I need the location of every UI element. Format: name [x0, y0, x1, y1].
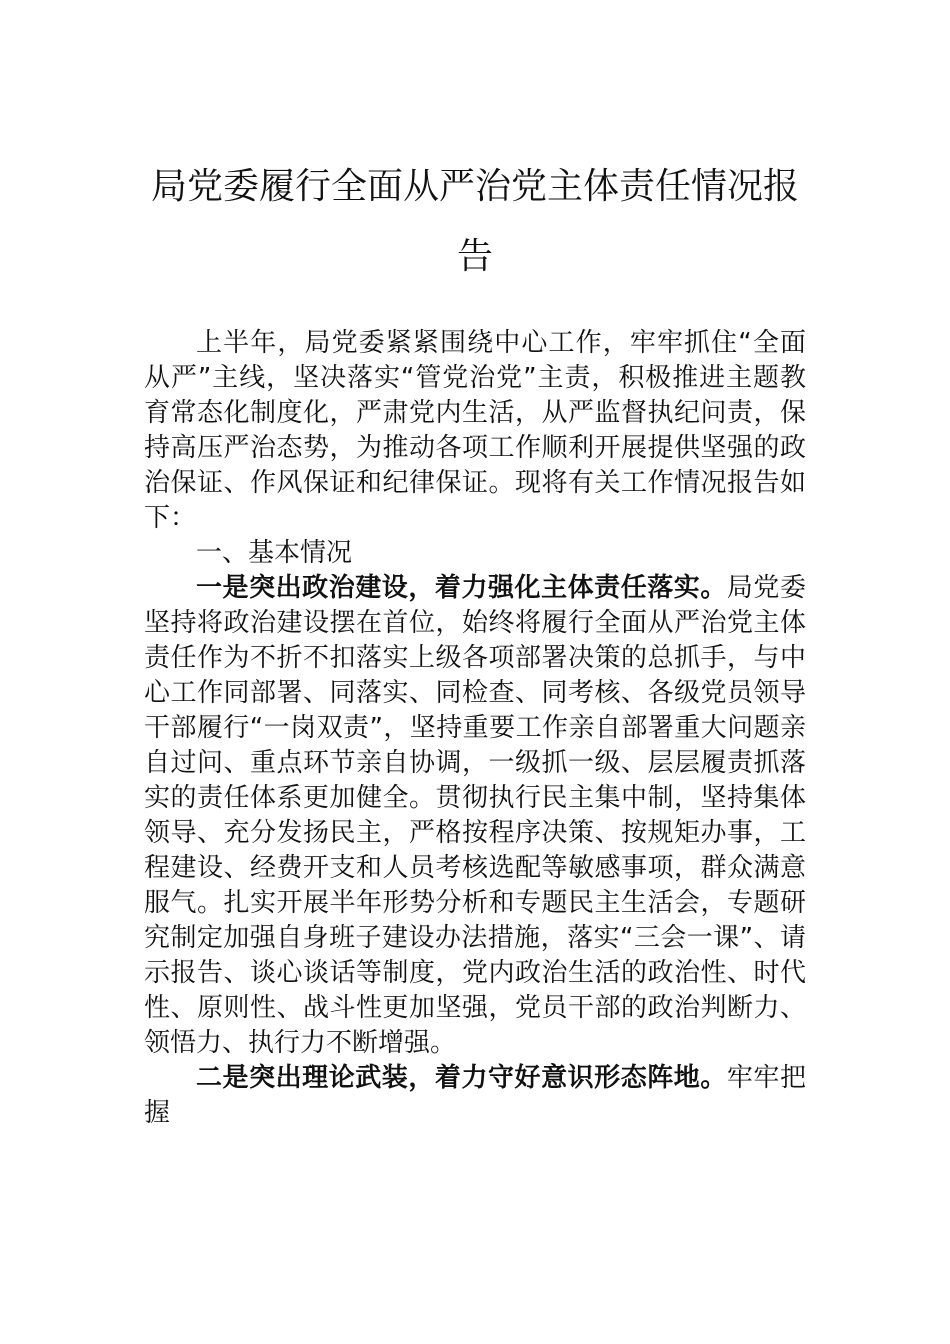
intro-paragraph: 上半年，局党委紧紧围绕中心工作，牢牢抓住“全面从严”主线，坚决落实“管党治党”主责，积极推进主题教育常态化制度化，严肃党内生活，从严监督执纪问责，保持高压严治态势，为推动各项工作顺利开展提供坚强的政治保证、作风保证和纪律保证。现将有关工作情况报告如下： [144, 328, 806, 533]
document-title: 局党委履行全面从严治党主体责任情况报告 [150, 166, 799, 277]
point-2-body: 牢牢把握 [144, 1063, 806, 1128]
document-body [144, 326, 806, 1131]
point-1-paragraph [144, 571, 806, 1061]
point-2-heading: 二是突出理论武装，着力守好意识形态阵地。 [196, 1063, 727, 1093]
point-1-body: 局党委坚持将政治建设摆在首位，始终将履行全面从严治党主体责任作为不折不扣落实上级各项部署决策的总抓手，与中心工作同部署、同落实、同检查、同考核、各级党员领导干部履行“一岗双责”，坚持重要工作亲自部署重大问题亲自过问、重点环节亲自协调，一级抓一级、层层履责抓落实的责任体系更加健全。贯彻执行民主集中制，坚持集体领导、充分发扬民主，严格按程序决策、按规矩办事，工程建设、经费开支和人员考核选配等敏感事项，群众满意服气。扎实开展半年形势分析和专题民主生活会，专题研究制定加强自身班子建设办法措施，落实“三会一课”、请示报告、谈心谈话等制度，党内政治生活的政治性、时代性、原则性、战斗性更加坚强，党员干部的政治判断力、领悟力、执行力不断增强。 [144, 573, 806, 1058]
point-1-heading: 一是突出政治建设，着力强化主体责任落实。 [196, 573, 727, 603]
point-2-paragraph [144, 1061, 806, 1131]
section-heading: 一、基本情况 [196, 538, 353, 568]
